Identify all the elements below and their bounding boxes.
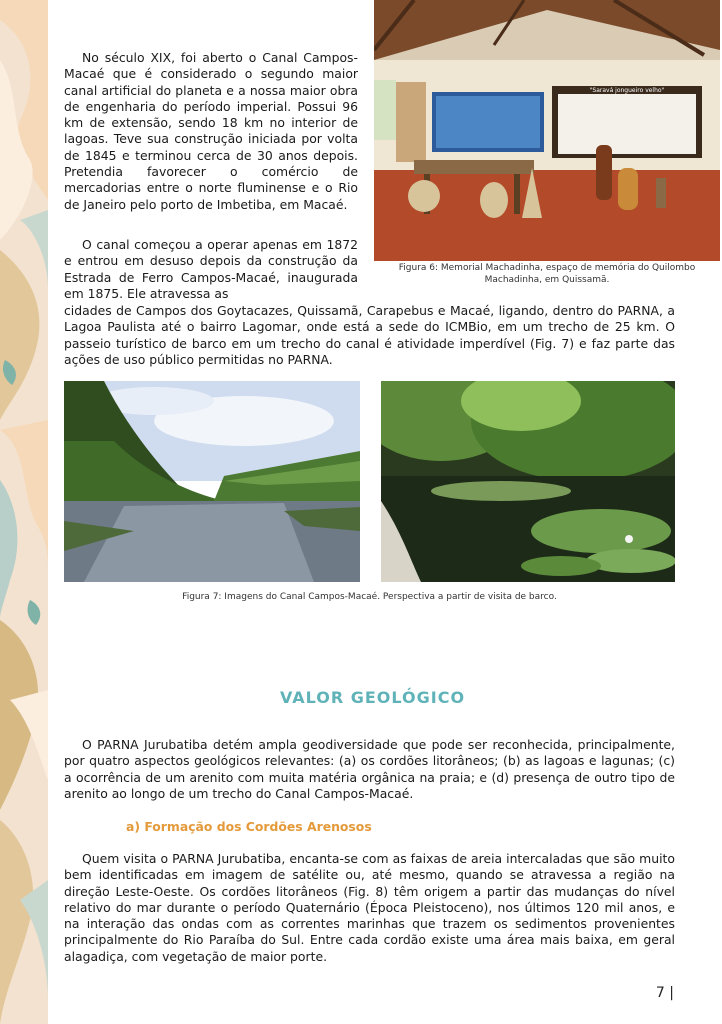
canal-operation-paragraph-end: cidades de Campos dos Goytacazes, Quissamã, Carapebus e Macaé, ligando, dentro do PARNA, a Lagoa Paulista até o bairro Lagomar, onde está a sede do ICMBio, em um trecho de 25 km. O passeio turístico de barco em um trecho do canal é atividade imperdível (Fig. 7) e faz parte das ações de uso público permitidas no PARNA. xyxy=(64,303,675,367)
canal-operation-paragraph-start: O canal começou a operar apenas em 1872 e entrou em desuso depois da construção da Estrada de Ferro Campos-Macaé, inaugurada em 1875. Ele atravessa as xyxy=(64,237,358,301)
subsection-title: a) Formação dos Cordões Arenosos xyxy=(126,819,372,834)
page-number: 7 | xyxy=(655,985,674,1001)
geology-intro-paragraph: O PARNA Jurubatiba detém ampla geodiversidade que pode ser reconhecida, principalmente, por quatro aspectos geológicos relevantes: (a) os cordões litorâneos; (b) as lagoas e lagunas; (c) a ocorrência de um arenito com muita matéria orgânica na praia; e (d) presença de outro tipo de arenito ao longo de um trecho do Canal Campos-Macaé. xyxy=(64,737,675,801)
section-title: VALOR GEOLÓGICO xyxy=(279,688,466,707)
cordoes-paragraph: Quem visita o PARNA Jurubatiba, encanta-se com as faixas de areia intercaladas que são muito bem identificadas em imagem de satélite ou, até mesmo, quando se atravessa a região na direção Leste-Oeste. Os cordões litorâneos (Fig. 8) têm origem a partir das mudanças do nível relativo do mar durante o período Quaternário (Época Pleistoceno), nos últimos 120 mil anos, e na interação das ondas com as correntes marinhas que trazem os sedimentos provenientes principalmente do Rio Paraíba do Sul. Entre cada cordão existe uma área mais baixa, em geral alagadiça, com vegetação de maior porte. xyxy=(64,851,675,964)
decorative-sidebar xyxy=(0,0,48,1024)
figure6-memorial-photo xyxy=(374,0,720,261)
canal-intro-paragraph: No século XIX, foi aberto o Canal Campos-Macaé que é considerado o segundo maior canal artificial do planeta e a nossa maior obra de engenharia do período imperial. Possui 96 km de extensão, sendo 18 km no interior de lagoas. Teve sua construção iniciada por volta de 1845 e terminou cerca de 30 anos depois. Pretendia favorecer o comércio de mercadorias entre o norte fluminense e o Rio de Janeiro pelo porto de Imbetiba, em Macaé. xyxy=(64,50,358,212)
figure7-canal-photo-left xyxy=(64,381,360,582)
figure6-caption: Figura 6: Memorial Machadinha, espaço de memória do Quilombo Machadinha, em Quissamã. xyxy=(398,263,696,285)
figure7-caption: Figura 7: Imagens do Canal Campos-Macaé. Perspectiva a partir de visita de barco. xyxy=(182,592,557,602)
sidebar-pattern xyxy=(0,0,48,1024)
figure7-canal-photo-right xyxy=(381,381,675,582)
figure6-sign-text: "Saravá jongueiro velho" xyxy=(589,87,665,94)
